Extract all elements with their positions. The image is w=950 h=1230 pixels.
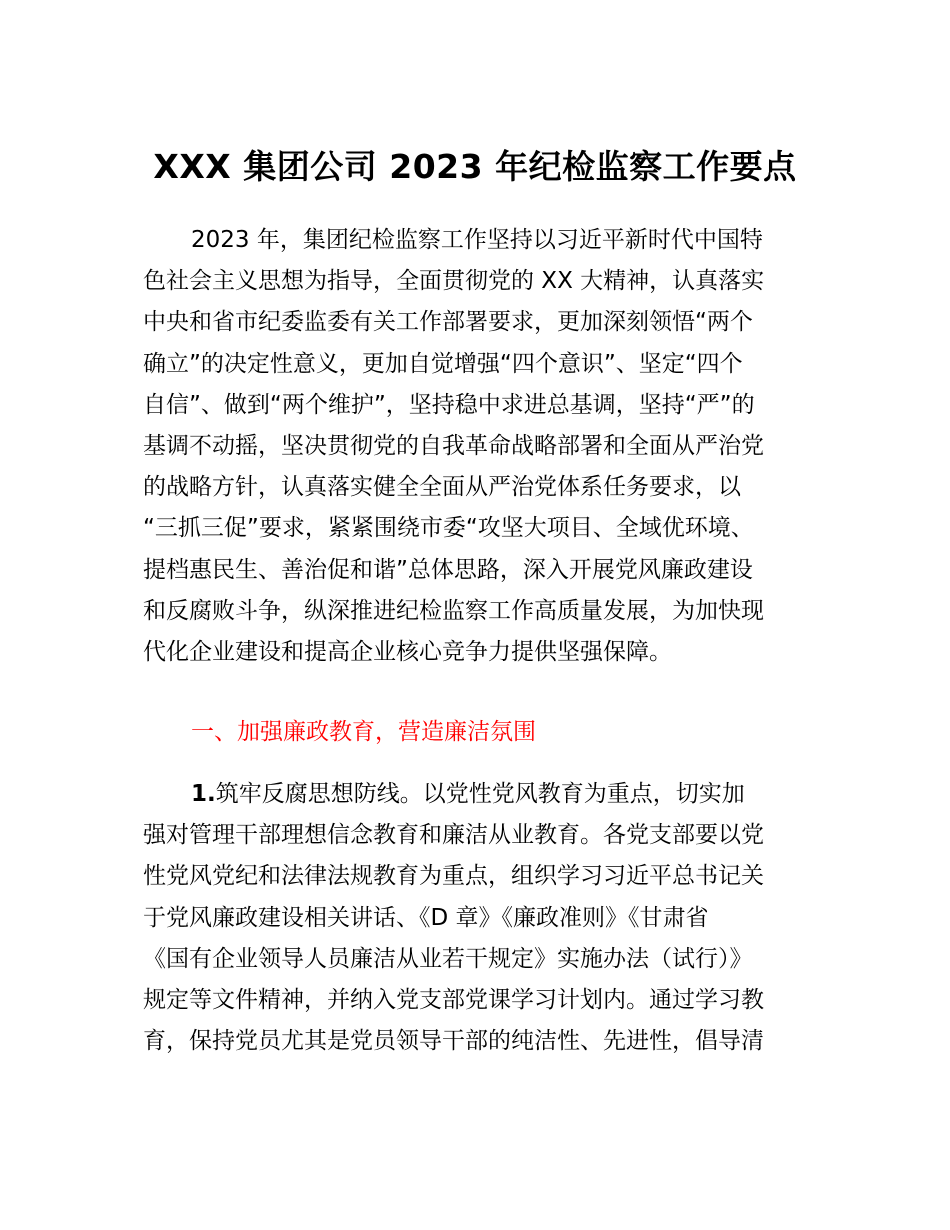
- intro-line: 色社会主义思想为指导，全面贯彻党的 XX 大精神，认真落实: [143, 268, 765, 295]
- intro-line: 提档惠民生、善治促和谐”总体思路，深入开展党风廉政建设: [143, 556, 753, 583]
- intro-line: 基调不动摇，坚决贯彻党的自我革命战略部署和全面从严治党: [143, 432, 764, 459]
- item-line: 强对管理干部理想信念教育和廉洁从业教育。各党支部要以党: [143, 822, 764, 849]
- document-title: XXX 集团公司 2023 年纪检监察工作要点: [153, 147, 797, 186]
- item-number: 1.: [191, 781, 216, 807]
- item-line: 于党风廉政建设相关讲话、《D 章》《廉政准则》《甘肃省: [143, 904, 709, 931]
- intro-line: 中央和省市纪委监委有关工作部署要求，更加深刻领悟“两个: [143, 309, 753, 336]
- section-heading: 一、加强廉政教育，营造廉洁氛围: [191, 719, 536, 745]
- intro-line: 2023 年，集团纪检监察工作坚持以习近平新时代中国特: [191, 227, 763, 253]
- item-paragraph: [143, 774, 815, 1062]
- item-line: 性党风党纪和法律法规教育为重点，组织学习习近平总书记关: [143, 863, 764, 890]
- intro-paragraph: [143, 220, 815, 673]
- intro-line: 的战略方针，认真落实健全全面从严治党体系任务要求，以: [143, 474, 741, 501]
- item-line: 《国有企业领导人员廉洁从业若干规定》实施办法（试行）》: [143, 945, 753, 972]
- item-first-line: [143, 774, 815, 815]
- item-line: 规定等文件精神，并纳入党支部党课学习计划内。通过学习教: [143, 986, 764, 1013]
- intro-line: 和反腐败斗争，纵深推进纪检监察工作高质量发展，为加快现: [143, 597, 764, 624]
- intro-line: 自信”、做到“两个维护”，坚持稳中求进总基调，坚持“严”的: [143, 391, 755, 418]
- intro-line: 确立”的决定性意义，更加自觉增强“四个意识”、坚定“四个: [143, 350, 743, 377]
- intro-line: 代化企业建设和提高企业核心竞争力提供坚强保障。: [143, 638, 672, 665]
- item-first-line-text: 筑牢反腐思想防线。以党性党风教育为重点，切实加: [215, 781, 745, 807]
- intro-line: “三抓三促”要求，紧紧围绕市委“攻坚大项目、全域优环境、: [143, 515, 754, 542]
- item-line: 育，保持党员尤其是党员领导干部的纯洁性、先进性，倡导清: [143, 1028, 764, 1055]
